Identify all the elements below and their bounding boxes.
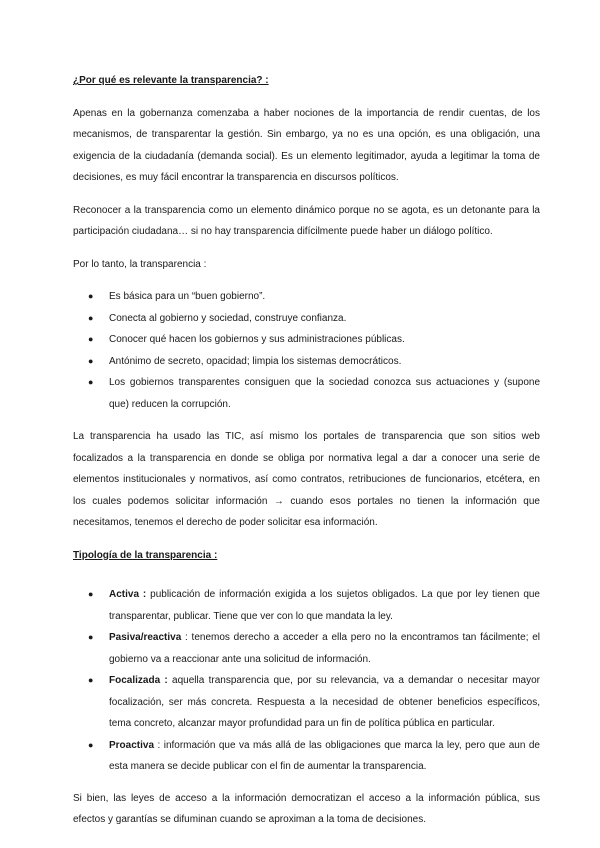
list-item: ● Conecta al gobierno y sociedad, construye confianza. xyxy=(73,308,540,330)
list-item: ● Conocer qué hacen los gobiernos y sus administraciones públicas. xyxy=(73,329,540,351)
paragraph-therefore: Por lo tanto, la transparencia : xyxy=(73,258,207,270)
term-proactiva: Proactiva xyxy=(109,739,155,751)
paragraph-dynamic-element: Reconocer a la transparencia como un elemento dinámico porque no se agota, es un detonante para la participación ciudadana… si no hay transparencia difícilmente puede haber un diálogo político. xyxy=(73,204,540,237)
bullet-icon: ● xyxy=(88,589,94,599)
list-item: ● Pasiva/reactiva : tenemos derecho a acceder a ella pero no la encontramos tan fácilmente; el gobierno va a reaccionar ante una solicitud de información. xyxy=(73,627,540,670)
term-pasiva: Pasiva/reactiva xyxy=(109,632,182,643)
bullet-icon: ● xyxy=(88,675,94,685)
section-heading-typology: Tipología de la transparencia : xyxy=(73,549,218,561)
transparency-features-list xyxy=(73,286,540,415)
list-item: ● Antónimo de secreto, opacidad; limpia los sistemas democráticos. xyxy=(73,351,540,373)
bullet-icon: ● xyxy=(88,291,94,301)
section-heading-relevance: ¿Por qué es relevante la transparencia? : xyxy=(73,75,269,86)
list-item: ● Es básica para un “buen gobierno”. xyxy=(73,286,540,308)
bullet-icon: ● xyxy=(88,377,94,387)
term-activa: Activa : xyxy=(109,589,147,600)
bullet-icon: ● xyxy=(88,312,94,323)
paragraph-tic-portals: La transparencia ha usado las TIC, así mismo los portales de transparencia que son sitios web focalizados a la transparencia en donde se obliga por normativa legal a dar a conocer una serie de elementos institucionales y normativos, así como contratos, retribuciones de funcionarios, etcétera, en los cuales podemos solicitar información → cuando esos portales no tienen la información que necesitamos, tenemos el derecho de poder solicitar esa información. xyxy=(73,431,540,528)
bullet-icon: ● xyxy=(88,632,94,642)
list-item: ● Focalizada : aquella transparencia que, por su relevancia, va a demandar o necesitar mayor focalización, ser más concreta. Respuesta a la necesidad de obtener beneficios específicos, tema concreto, alcanzar mayor profundidad para un fin de política pública en particular. xyxy=(73,670,540,735)
bullet-icon: ● xyxy=(88,355,94,366)
list-item: ● Activa : publicación de información exigida a los sujetos obligados. La que por ley tienen que transparentar, publicar. Tiene que ver con lo que mandata la ley. xyxy=(73,584,540,627)
typology-list xyxy=(73,584,540,778)
term-focalizada: Focalizada : xyxy=(109,675,168,686)
bullet-icon: ● xyxy=(88,334,94,344)
bullet-icon: ● xyxy=(88,739,94,750)
paragraph-governance: Apenas en la gobernanza comenzaba a haber nociones de la importancia de rendir cuentas, de los mecanismos, de transparentar la gestión. Sin embargo, ya no es una opción, es una obligación, una exigencia de la ciudadanía (demanda social). Es un elemento legitimador, ayuda a legitimar la toma de decisiones, es muy fácil encontrar la transparencia en discursos políticos. xyxy=(73,107,540,183)
paragraph-access-laws: Si bien, las leyes de acceso a la información democratizan el acceso a la información pública, sus efectos y garantías se difuminan cuando se aproximan a la toma de decisiones. xyxy=(73,792,540,825)
list-item: ● Los gobiernos transparentes consiguen que la sociedad conozca sus actuaciones y (supone que) reducen la corrupción. xyxy=(73,372,540,415)
list-item: ● Proactiva : información que va más allá de las obligaciones que marca la ley, pero que aun de esta manera se decide publicar con el fin de aumentar la transparencia. xyxy=(73,735,540,778)
